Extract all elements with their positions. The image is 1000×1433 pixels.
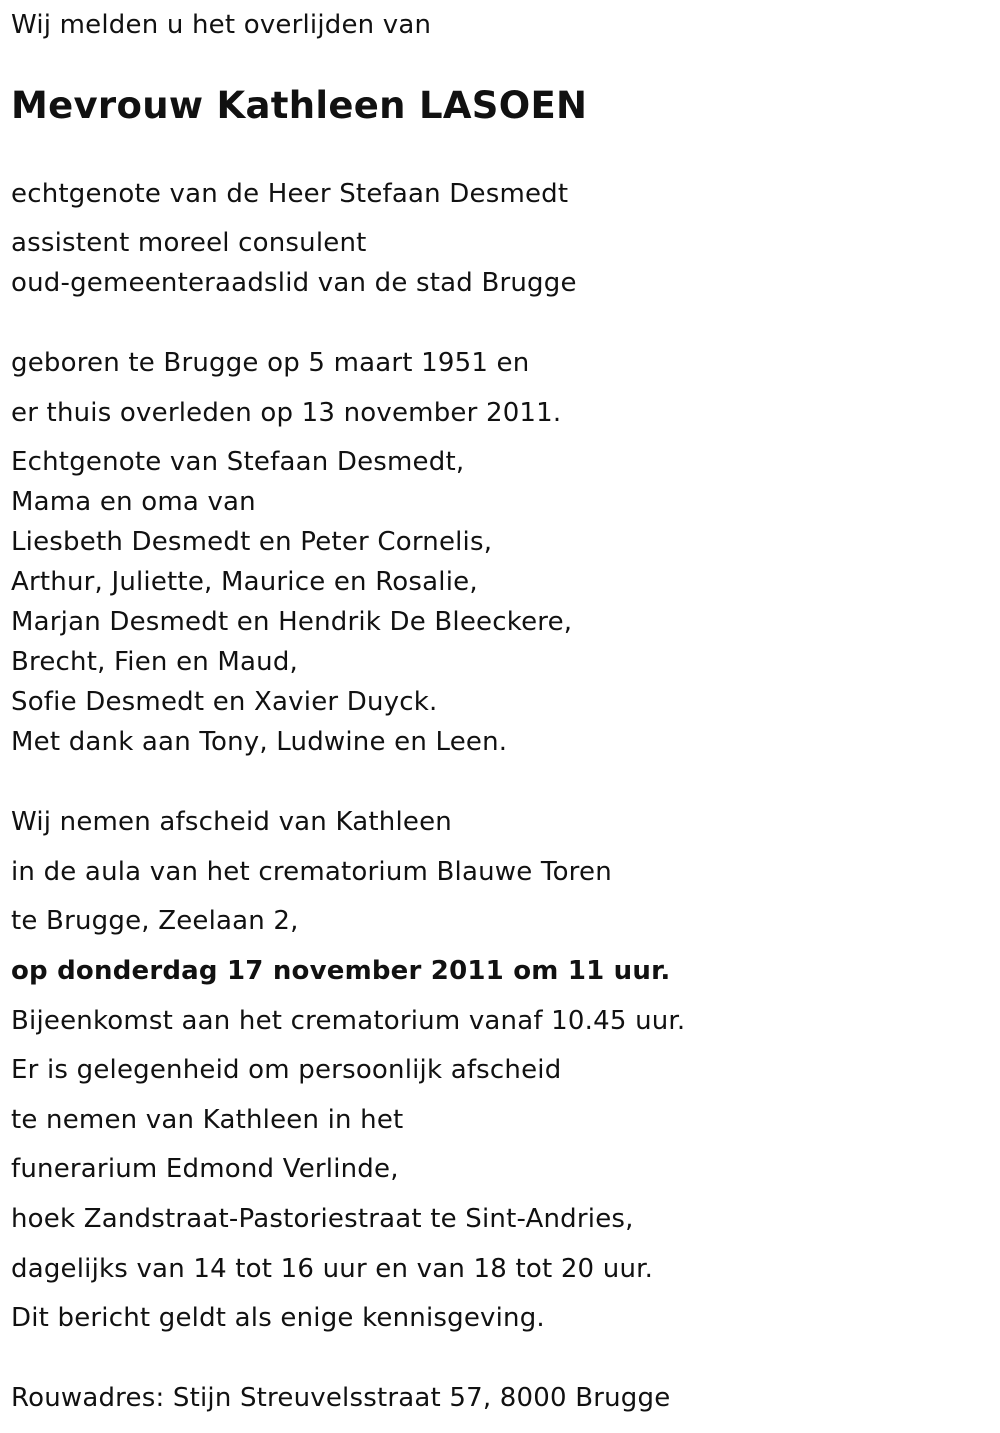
family-line: Brecht, Fien en Maud, [11,647,299,677]
family-line: Sofie Desmedt en Xavier Duyck. [11,687,438,717]
birth-line: geboren te Brugge op 5 maart 1951 en [11,348,530,378]
viewing-line: te nemen van Kathleen in het [11,1105,404,1135]
mourning-address: Rouwadres: Stijn Streuvelsstraat 57, 8000 Brugge [11,1383,671,1413]
intro-text: Wij melden u het overlijden van [11,10,432,40]
viewing-line: funerarium Edmond Verlinde, [11,1154,399,1184]
viewing-line: dagelijks van 14 tot 16 uur en van 18 tot 20 uur. [11,1254,654,1284]
viewing-line: hoek Zandstraat-Pastoriestraat te Sint-Andries, [11,1204,634,1234]
farewell-line: Wij nemen afscheid van Kathleen [11,807,452,837]
viewing-line: Er is gelegenheid om persoonlijk afscheid [11,1055,562,1085]
family-line: Mama en oma van [11,487,256,517]
role-line: assistent moreel consulent [11,228,367,258]
family-line: Marjan Desmedt en Hendrik De Bleeckere, [11,607,573,637]
gathering-line: Bijeenkomst aan het crematorium vanaf 10.45 uur. [11,1006,686,1036]
family-line: Arthur, Juliette, Maurice en Rosalie, [11,567,478,597]
death-line: er thuis overleden op 13 november 2011. [11,398,562,428]
farewell-address: te Brugge, Zeelaan 2, [11,906,299,936]
family-line: Met dank aan Tony, Ludwine en Leen. [11,727,508,757]
deceased-name: Mevrouw Kathleen LASOEN [11,84,588,127]
farewell-location: in de aula van het crematorium Blauwe Toren [11,857,612,887]
notice-line: Dit bericht geldt als enige kennisgeving. [11,1303,545,1333]
family-line: Echtgenote van Stefaan Desmedt, [11,447,465,477]
farewell-date-time: op donderdag 17 november 2011 om 11 uur. [11,956,671,986]
role-line: oud-gemeenteraadslid van de stad Brugge [11,268,577,298]
family-line: Liesbeth Desmedt en Peter Cornelis, [11,527,493,557]
spouse-line: echtgenote van de Heer Stefaan Desmedt [11,179,569,209]
